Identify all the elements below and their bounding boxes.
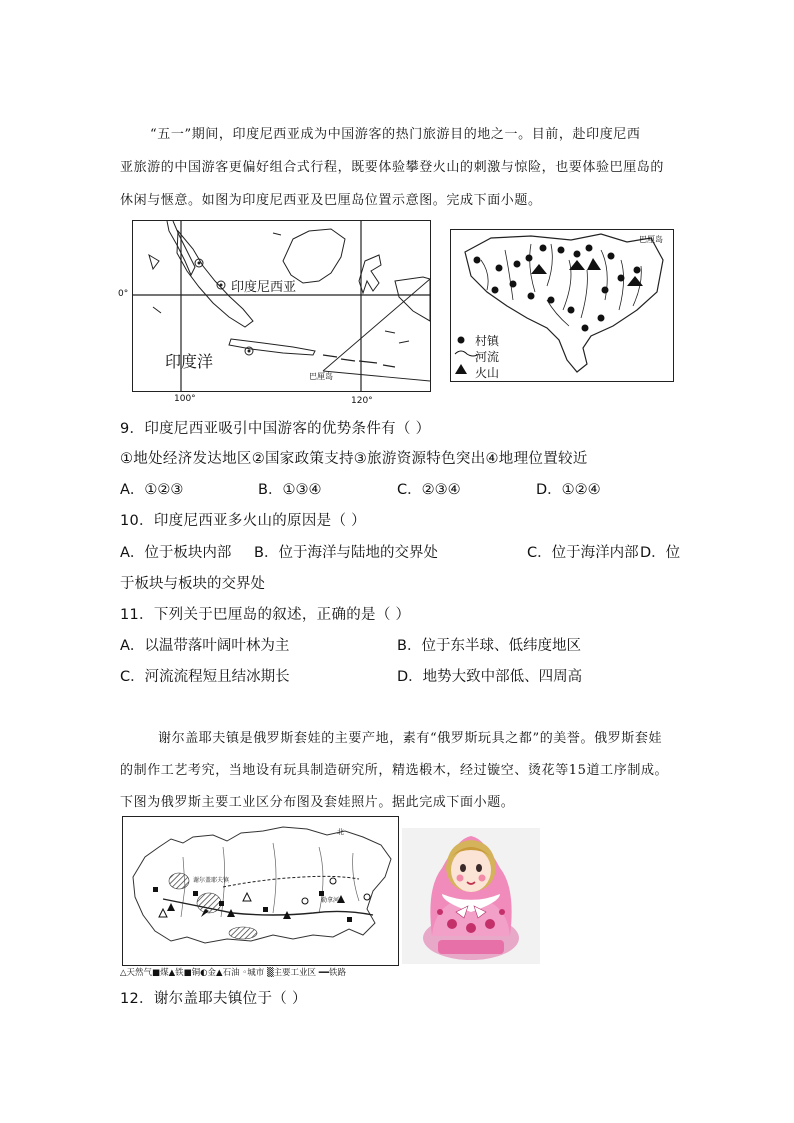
q10-option-a: A．位于板块内部 <box>120 545 232 561</box>
indonesia-label: 印度尼西亚 <box>231 280 297 295</box>
passage2-line3: 下图为俄罗斯主要工业区分布图及套娃照片。据此完成下面小题。 <box>120 795 515 810</box>
q10-option-d-continued: 于板块与板块的交界处 <box>120 576 265 592</box>
q11-option-a: A．以温带落叶阔叶林为主 <box>120 638 290 654</box>
latitude-label: 0° <box>118 289 129 299</box>
legend-river: 河流 <box>475 350 500 364</box>
q9-option-b: B．①③④ <box>258 482 322 498</box>
map2-legend: △天然气■煤▲铁■铜◐金▲石油 ◦城市 ▒主要工业区 ━━铁路 <box>120 968 346 978</box>
sergiyev-posad-label: 谢尔盖耶夫镇 <box>193 877 230 884</box>
bali-inset-title: 巴厘岛 <box>639 235 663 244</box>
indonesia-map <box>132 220 431 392</box>
q11-option-c: C．河流流程短且结冰期长 <box>120 669 290 685</box>
q10-stem: 10．印度尼西亚多火山的原因是（ ） <box>120 513 366 529</box>
q10-option-c: C．位于海洋内部 <box>527 545 639 561</box>
bali-label: 巴厘岛 <box>309 372 333 381</box>
longitude-100-label: 100° <box>174 394 196 404</box>
legend-village: 村镇 <box>475 334 500 348</box>
q9-option-c: C．②③④ <box>397 482 461 498</box>
q9-option-a: A．①②③ <box>120 482 184 498</box>
map2-region-label: 北 <box>337 828 344 836</box>
indian-ocean-label: 印度洋 <box>165 352 214 371</box>
russia-industry-map <box>122 816 399 966</box>
q11-stem: 11．下列关于巴厘岛的叙述，正确的是（ ） <box>120 607 411 623</box>
longitude-120-label: 120° <box>351 396 373 406</box>
q9-stem: 9．印度尼西亚吸引中国游客的优势条件有（ ） <box>120 421 431 437</box>
q9-option-d: D．①②④ <box>536 482 601 498</box>
q10-option-d: D．位 <box>640 545 681 561</box>
legend-volcano: 火山 <box>475 366 500 380</box>
q9-items: ①地处经济发达地区②国家政策支持③旅游资源特色突出④地理位置较近 <box>120 451 588 467</box>
passage2-line2: 的制作工艺考究，当地设有玩具制造研究所，精选椴木，经过镟空、烫花等15道工序制成。 <box>120 763 669 778</box>
passage1-line1: “五一”期间，印度尼西亚成为中国游客的热门旅游目的地之一。目前，赴印度尼西 <box>150 127 641 142</box>
q10-option-b: B．位于海洋与陆地的交界处 <box>254 545 438 561</box>
matryoshka-photo <box>402 828 540 964</box>
bali-inset-map <box>450 229 674 382</box>
q11-option-d: D．地势大致中部低、四周高 <box>397 669 583 685</box>
passage2-line1: 谢尔盖耶夫镇是俄罗斯套娃的主要产地，素有“俄罗斯玩具之都”的美誉。俄罗斯套娃 <box>158 731 663 746</box>
q11-option-b: B．位于东半球、低纬度地区 <box>397 638 581 654</box>
lena-river-label: 勒拿河 <box>321 897 340 904</box>
q12-stem: 12．谢尔盖耶夫镇位于（ ） <box>120 991 307 1007</box>
passage1-line2: 亚旅游的中国游客更偏好组合式行程，既要体验攀登火山的刺激与惊险，也要体验巴厘岛的 <box>120 160 665 175</box>
passage1-line3: 休闲与惬意。如图为印度尼西亚及巴厘岛位置示意图。完成下面小题。 <box>120 193 542 208</box>
